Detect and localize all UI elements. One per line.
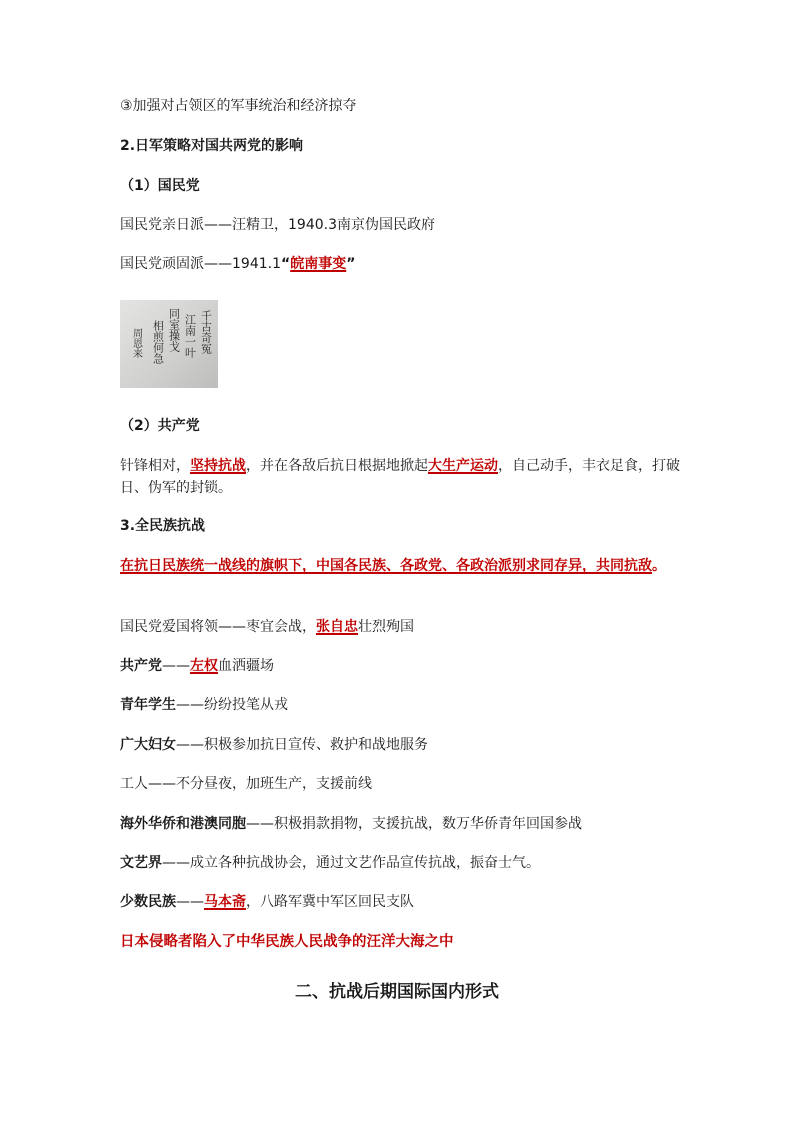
general-text-a: 国民党爱国将领——枣宜会战， bbox=[120, 619, 316, 635]
keyword-united-front: 在抗日民族统一战线的旗帜下，中国各民族、各政党、各政治派别求同存异，共同抗敌 bbox=[120, 558, 652, 574]
cpc-label: 共产党 bbox=[120, 658, 162, 674]
cpc-text-c: ，自己动手，丰衣足食，打破日、伪军的封锁。 bbox=[120, 458, 680, 496]
calligraphy-col-1: 千古奇冤 bbox=[199, 310, 213, 354]
cpc-rest: 血洒疆场 bbox=[218, 658, 274, 674]
keyword-wannan-incident: 皖南事变 bbox=[290, 256, 347, 272]
youth-rest: ——纷纷投笔从戎 bbox=[176, 697, 288, 713]
calligraphy-strokes bbox=[120, 300, 218, 388]
section-title-late-war: 二、抗战后期国际国内形式 bbox=[295, 982, 499, 1002]
overseas-rest: ——积极捐款捐物，支援抗战，数万华侨青年回国参战 bbox=[246, 816, 582, 832]
cpc-dash: —— bbox=[162, 658, 190, 674]
subheading-kmt: （1）国民党 bbox=[120, 178, 200, 194]
overseas-label: 海外华侨和港澳同胞 bbox=[120, 816, 246, 832]
cpc-text-b: ，并在各敌后抗日根据地掀起 bbox=[246, 458, 428, 474]
keyword-zhang-zizhong: 张自忠 bbox=[316, 619, 358, 635]
paragraph-cpc bbox=[120, 455, 680, 499]
text-line-general bbox=[120, 617, 680, 637]
paragraph-united-front bbox=[120, 555, 680, 577]
keyword-zuo-quan: 左权 bbox=[190, 658, 218, 674]
heading-impact: 2.日军策略对国共两党的影响 bbox=[120, 138, 304, 154]
calligraphy-signature: 周恩来 bbox=[130, 328, 142, 358]
women-rest: ——积极参加抗日宣传、救护和战地服务 bbox=[176, 737, 428, 753]
text-line-kmt-diehard bbox=[120, 254, 680, 274]
minority-rest: ，八路军冀中军区回民支队 bbox=[246, 894, 414, 910]
cpc-text-a: 针锋相对， bbox=[120, 458, 190, 474]
text-line-kmt-pro-japan: 国民党亲日派——汪精卫，1940.3南京伪国民政府 bbox=[120, 217, 435, 233]
text-line-overseas bbox=[120, 814, 680, 834]
keyword-persist-resistance: 坚持抗战 bbox=[190, 458, 246, 474]
quote-open: “ bbox=[281, 256, 291, 272]
heading-national-resistance: 3.全民族抗战 bbox=[120, 518, 206, 534]
text-line-minority bbox=[120, 892, 680, 912]
keyword-production-movement: 大生产运动 bbox=[428, 458, 498, 474]
minority-dash: —— bbox=[176, 894, 204, 910]
arts-rest: ——成立各种抗战协会，通过文艺作品宣传抗战，振奋士气。 bbox=[162, 855, 540, 871]
text-line-youth bbox=[120, 695, 680, 715]
keyword-ma-benzhai: 马本斋 bbox=[204, 894, 246, 910]
subheading-cpc: （2）共产党 bbox=[120, 418, 200, 434]
general-text-b: 壮烈殉国 bbox=[358, 619, 414, 635]
calligraphy-col-3: 同室操戈 bbox=[167, 308, 181, 352]
minority-label: 少数民族 bbox=[120, 894, 176, 910]
kmt-diehard-prefix: 国民党顽固派——1941.1 bbox=[120, 256, 281, 272]
text-line-workers: 工人——不分昼夜，加班生产，支援前线 bbox=[120, 776, 372, 792]
arts-label: 文艺界 bbox=[120, 855, 162, 871]
text-line-arts bbox=[120, 853, 680, 873]
calligraphy-col-2: 江南一叶 bbox=[183, 314, 197, 358]
women-label: 广大妇女 bbox=[120, 737, 176, 753]
quote-close: ” bbox=[346, 256, 356, 272]
youth-label: 青年学生 bbox=[120, 697, 176, 713]
calligraphy-image bbox=[120, 300, 218, 388]
calligraphy-col-4: 相煎何急 bbox=[151, 320, 165, 364]
conclusion-line: 日本侵略者陷入了中华民族人民战争的汪洋大海之中 bbox=[120, 934, 454, 950]
text-line-plunder: ③加强对占领区的军事统治和经济掠夺 bbox=[120, 98, 357, 114]
text-line-women bbox=[120, 735, 680, 755]
united-front-period: 。 bbox=[652, 558, 666, 574]
text-line-cpc-general bbox=[120, 656, 680, 676]
